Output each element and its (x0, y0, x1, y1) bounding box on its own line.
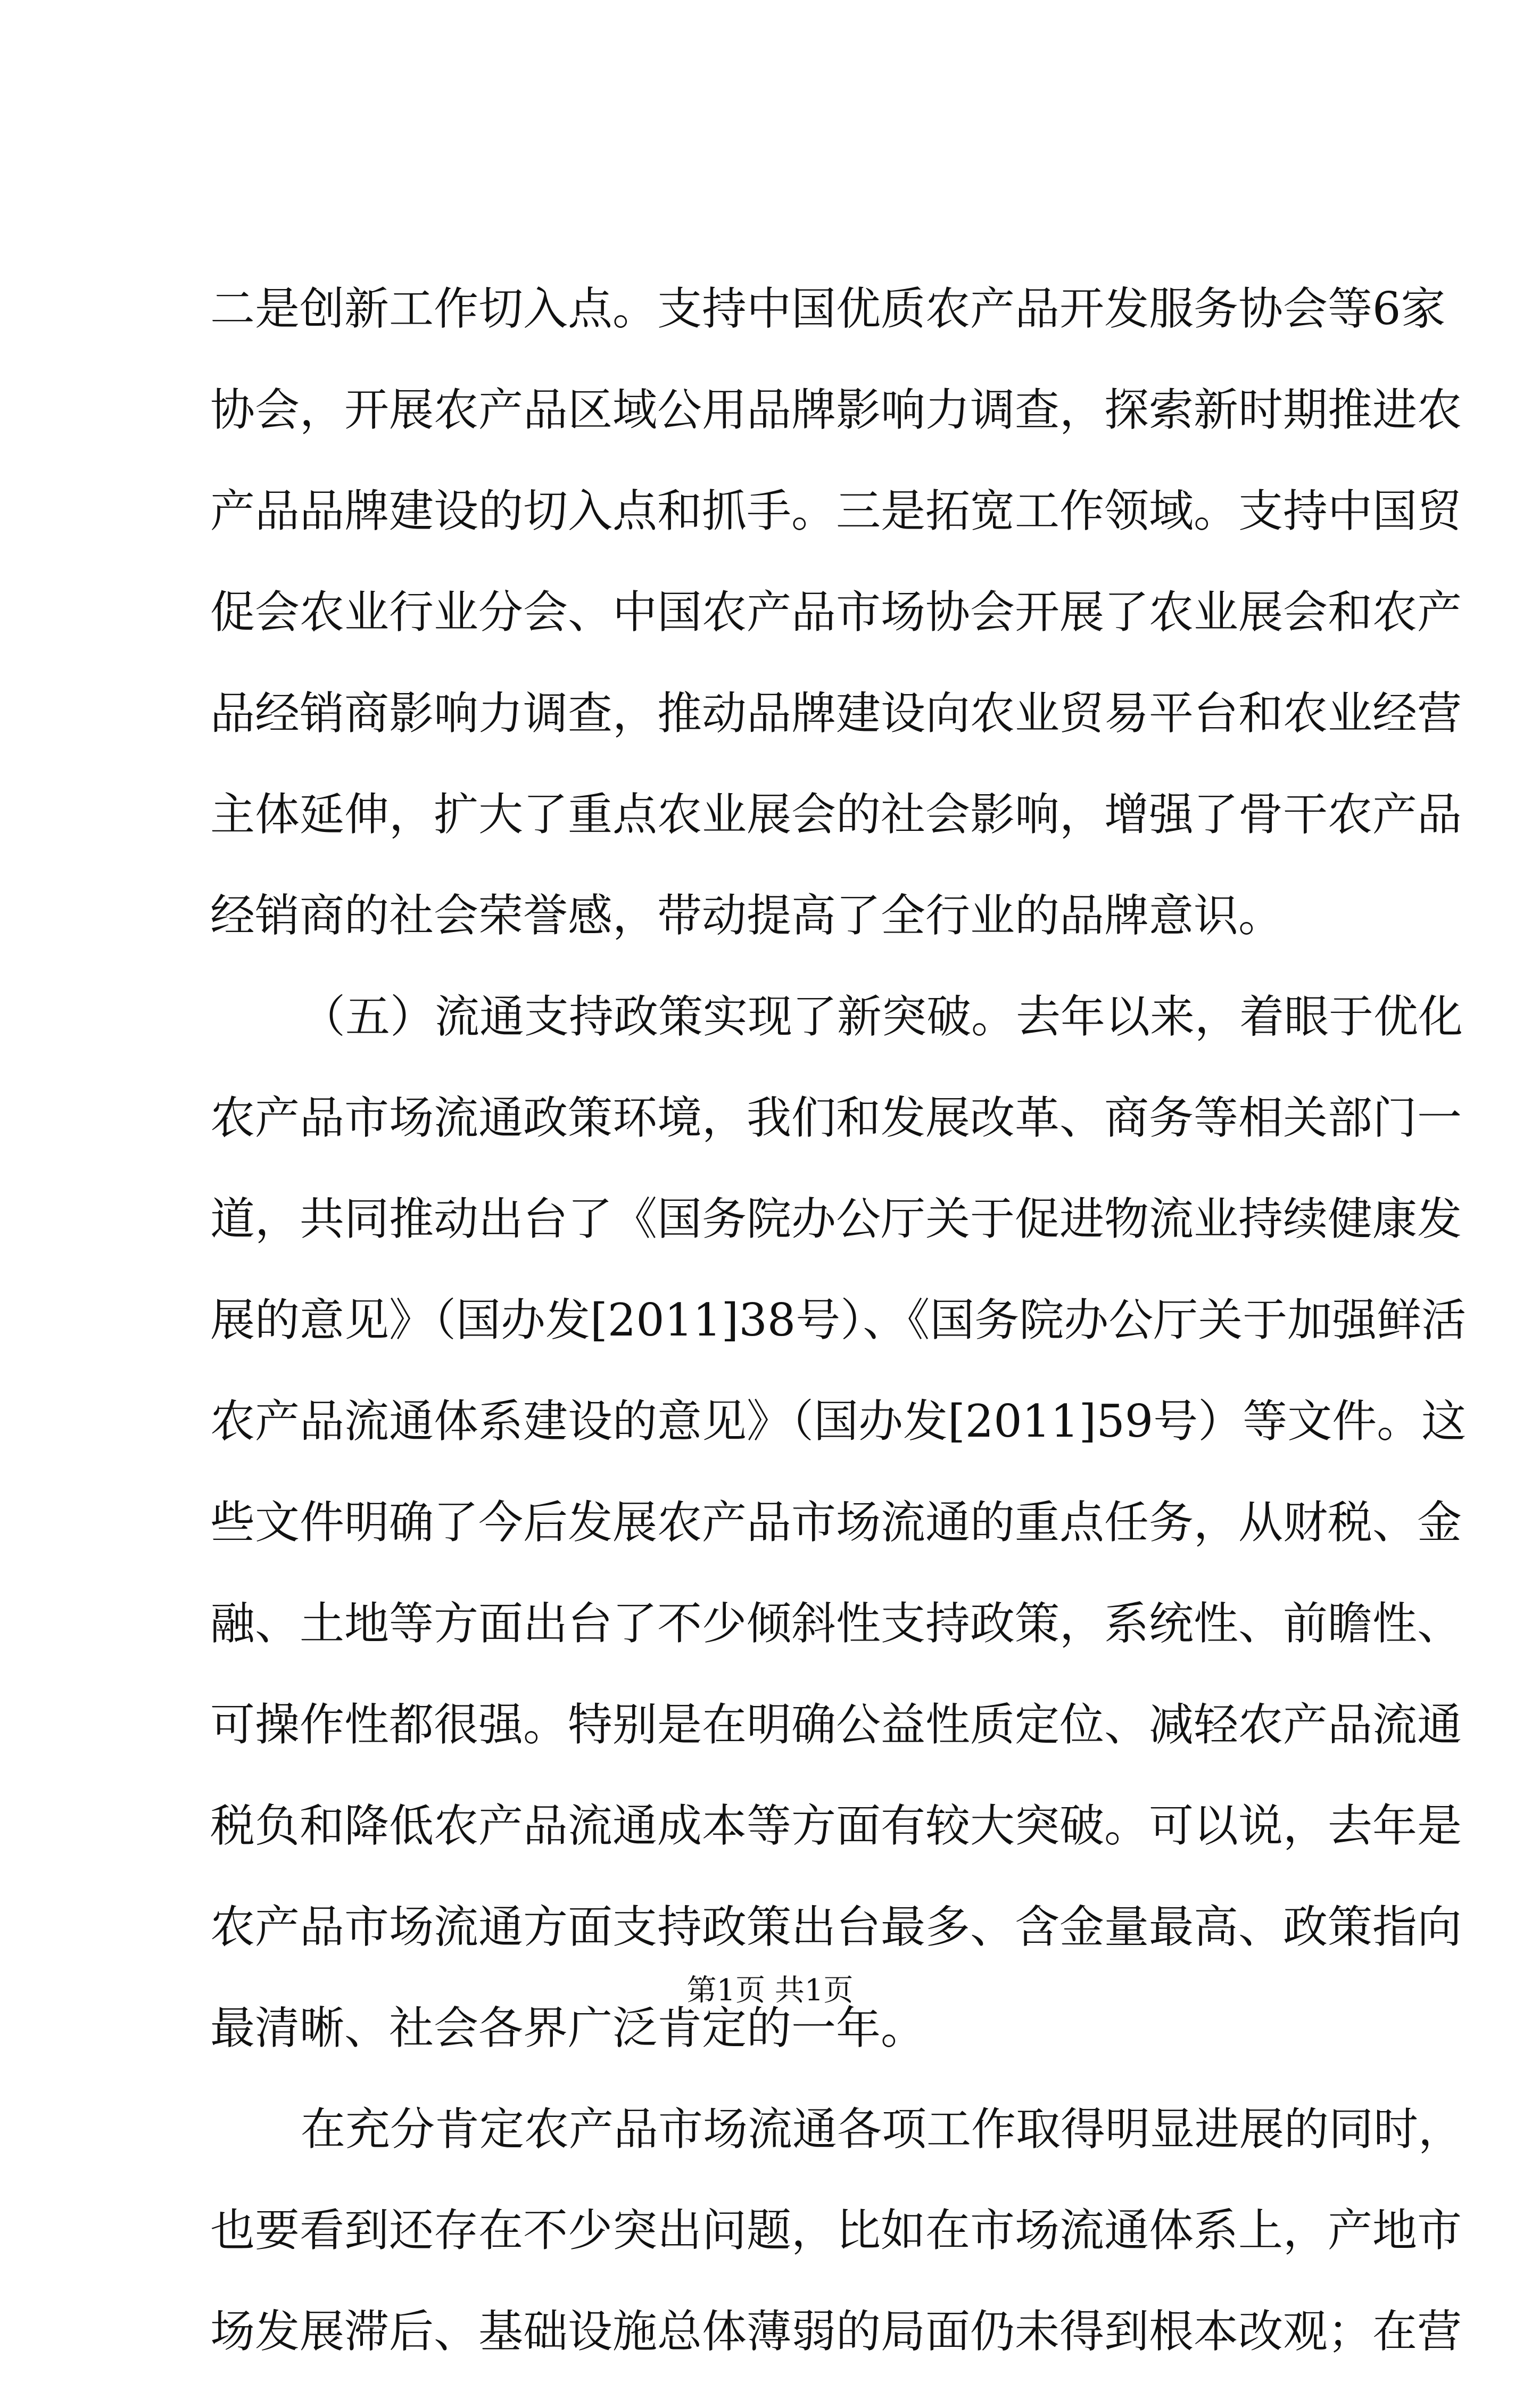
text-line: 协会，开展农产品区域公用品牌影响力调查，探索新时期推进农 (210, 384, 1462, 436)
text-line: 二是创新工作切入点。支持中国优质农产品开发服务协会等6家 (210, 283, 1446, 335)
text-line: 融、土地等方面出台了不少倾斜性支持政策，系统性、前瞻性、 (210, 1597, 1462, 1650)
text-line: 促会农业行业分会、中国农产品市场协会开展了农业展会和农产 (210, 586, 1462, 638)
text-line: 税负和降低农产品流通成本等方面有较大突破。可以说，去年是 (210, 1800, 1462, 1852)
text-line: 道，共同推动出台了《国务院办公厅关于促进物流业持续健康发 (210, 1193, 1462, 1245)
paragraph-start-line: 在充分肯定农产品市场流通各项工作取得明显进展的同时， (301, 2103, 1463, 2155)
text-line: 也要看到还存在不少突出问题，比如在市场流通体系上，产地市 (210, 2204, 1462, 2256)
text-line: 农产品市场流通方面支持政策出台最多、含金量最高、政策指向 (210, 1901, 1462, 1953)
text-line: 主体延伸，扩大了重点农业展会的社会影响，增强了骨干农产品 (210, 788, 1462, 840)
text-line: 可操作性都很强。特别是在明确公益性质定位、减轻农产品流通 (210, 1699, 1462, 1751)
text-line: 农产品市场流通政策环境，我们和发展改革、商务等相关部门一 (210, 1092, 1462, 1144)
text-line: 经销商的社会荣誉感，带动提高了全行业的品牌意识。 (210, 889, 1284, 942)
text-line: 些文件明确了今后发展农产品市场流通的重点任务，从财税、金 (210, 1496, 1462, 1548)
text-line: 产品品牌建设的切入点和抓手。三是拓宽工作领域。支持中国贸 (210, 485, 1462, 537)
paragraph-start-line: （五）流通支持政策实现了新突破。去年以来，着眼于优化 (301, 991, 1463, 1043)
text-line: 品经销商影响力调查，推动品牌建设向农业贸易平台和农业经营 (210, 687, 1462, 739)
text-line: 最清晰、社会各界广泛肯定的一年。 (210, 2002, 926, 2054)
text-line: 展的意见》（国办发[2011]38号）、《国务院办公厅关于加强鲜活 (210, 1294, 1467, 1346)
body-text (210, 258, 1467, 2382)
text-line: 农产品流通体系建设的意见》（国办发[2011]59号）等文件。这 (210, 1395, 1467, 1447)
text-line: 场发展滞后、基础设施总体薄弱的局面仍未得到根本改观；在营 (210, 2305, 1462, 2358)
page-number-footer: 第1页 共1页 (686, 1973, 854, 2008)
